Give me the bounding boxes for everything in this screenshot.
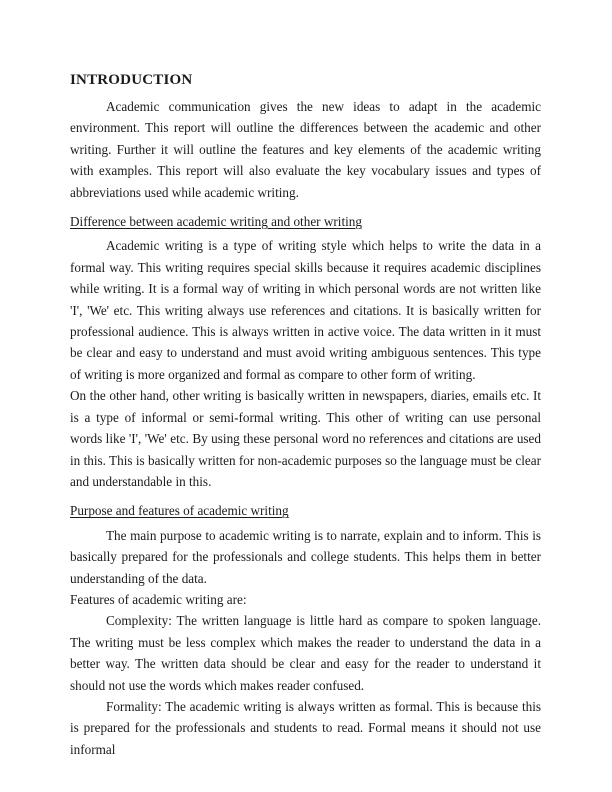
paragraph-other-writing: On the other hand, other writing is basically written in newspapers, diaries, emails etc. It is a type of informal or semi-formal writing. This other of writing can use personal words like 'I', 'We' etc. By using these personal word no references and citations are used in this. This is basically written for non-academic purposes so the language must be clear and understandable in this. (70, 388, 541, 489)
paragraph-complexity: Complexity: The written language is little hard as compare to spoken language. The writing must be less complex which makes the reader to understand the data in a better way. The written data should be clear and easy for the reader to understand it should not use the words which makes reader confused. (70, 613, 541, 693)
paragraph-purpose: The main purpose to academic writing is to narrate, explain and to inform. This is basically prepared for the professionals and college students. This helps them in better understanding of the data. (70, 527, 541, 586)
paragraph-formality: Formality: The academic writing is always written as formal. This is because this is prepared for the professionals and students to read. Formal means it should not use informal (70, 698, 541, 757)
paragraph-academic-writing: Academic writing is a type of writing style which helps to write the data in a formal way. This writing requires special skills because it requires academic disciplines while writing. It is a formal way of writing in which personal words are not written like 'I', 'We' etc. This writing always use references and citations. It is basically written for professional audience. This is always written in active voice. The data written in it must be clear and easy to understand and must avoid writing ambiguous sentences. This type of writing is more organized and formal as compare to other form of writing. (70, 238, 541, 382)
section-heading-purpose: Purpose and features of academic writing (70, 503, 289, 519)
paragraph-introduction: Academic communication gives the new ideas to adapt in the academic environment. This report will outline the differences between the academic and other writing. Further it will outline the features and key elements of the academic writing with examples. This report will also evaluate the key vocabulary issues and types of abbreviations used while academic writing. (70, 99, 541, 200)
page-title: INTRODUCTION (70, 72, 193, 88)
section-heading-difference: Difference between academic writing and other writing (70, 214, 362, 230)
paragraph-features-lead: Features of academic writing are: (70, 591, 247, 607)
